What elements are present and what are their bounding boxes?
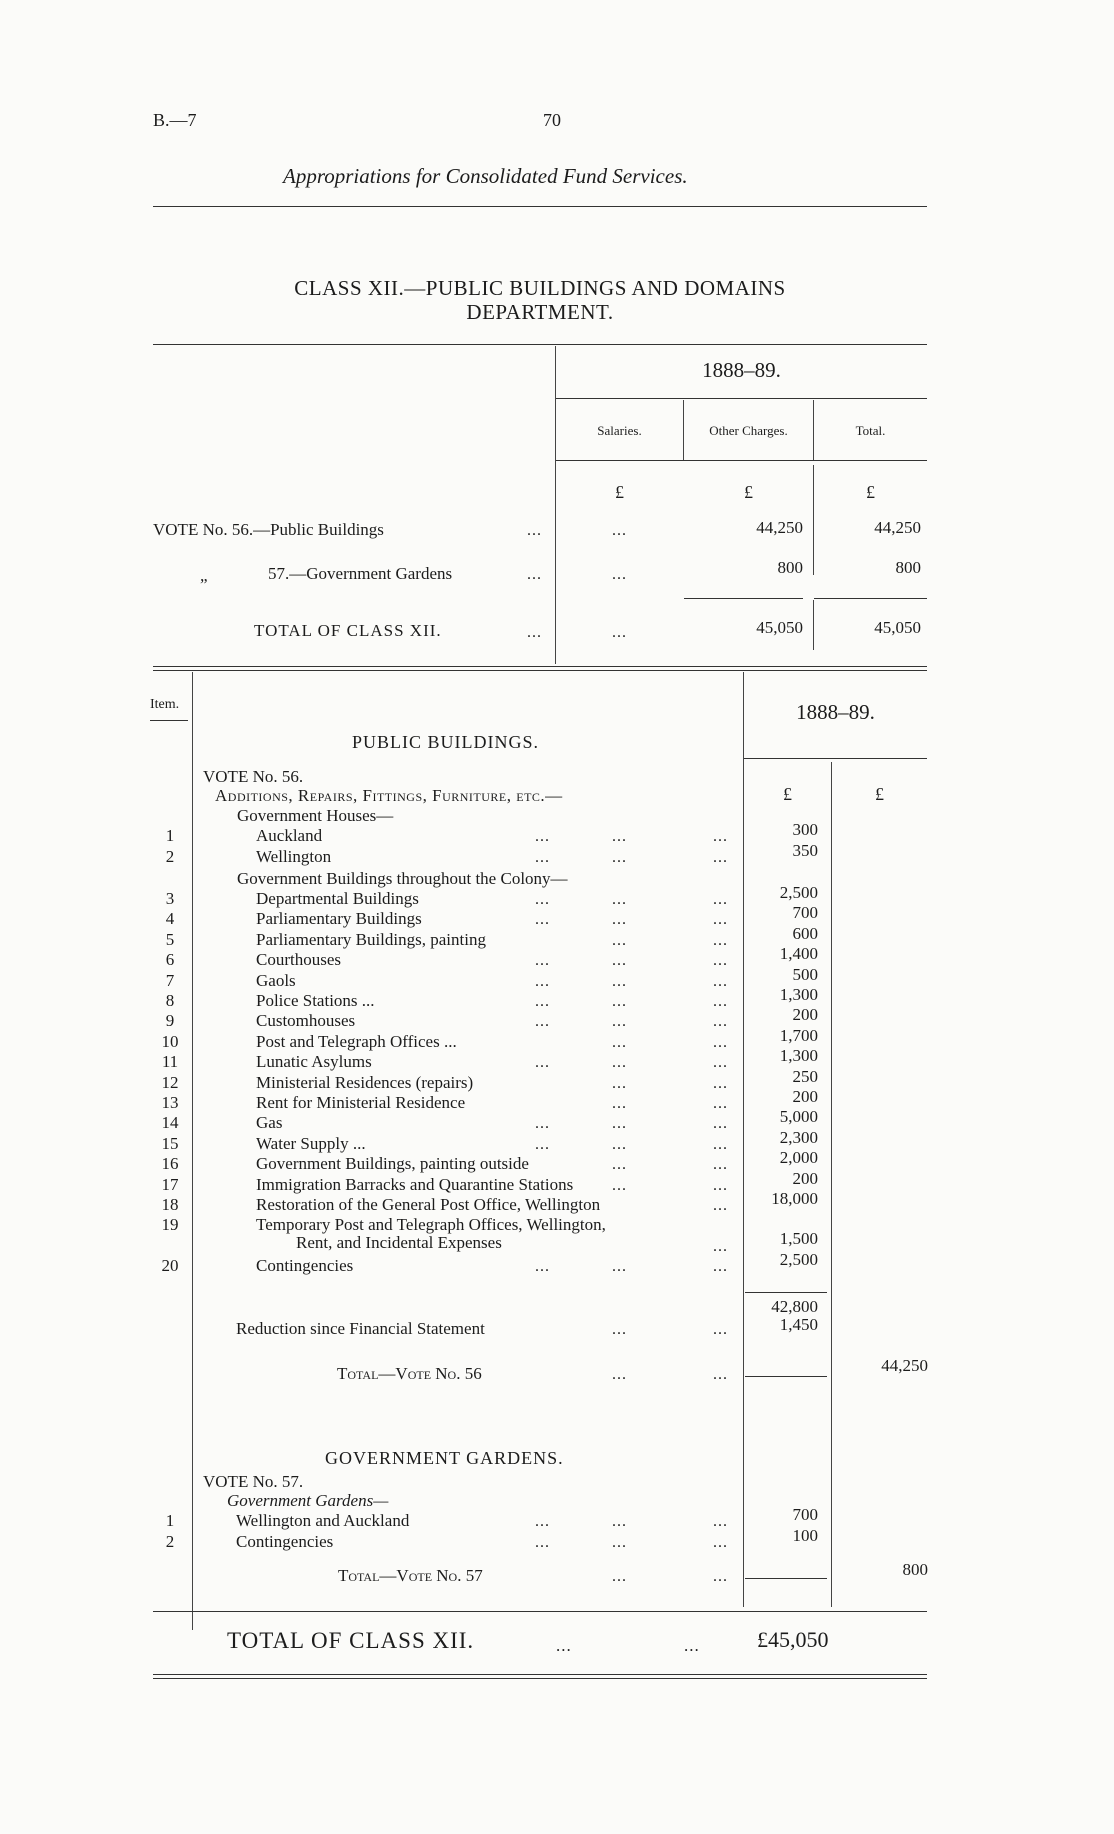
grand-total-dots-1: ...	[556, 1636, 572, 1655]
item-number: 17	[161, 1174, 179, 1194]
summary-row-vote57-salaries: ...	[612, 566, 627, 583]
item-amount: 700	[792, 1505, 818, 1524]
detail-year: 1888–89.	[796, 700, 875, 724]
leader-dots: ...	[612, 1258, 627, 1276]
summary-total-label: TOTAL OF CLASS XII.	[254, 621, 442, 640]
vote56-total-label: Total—Vote No. 56	[337, 1364, 482, 1383]
item-label: Contingencies	[236, 1531, 334, 1551]
reduction-dots-2: ...	[713, 1321, 728, 1338]
item-amount: 2,500	[779, 883, 818, 902]
item-label: Post and Telegraph Offices ...	[256, 1031, 457, 1051]
leader-dots: ...	[713, 1115, 728, 1133]
leader-dots: ...	[535, 1513, 550, 1530]
item-amount: 200	[792, 1168, 818, 1188]
vote56-subheading: Additions, Repairs, Fittings, Furniture, etc.—	[215, 786, 563, 805]
leader-dots: ...	[612, 1074, 627, 1092]
leader-dots: ...	[535, 952, 550, 970]
item-number: 15	[161, 1133, 179, 1153]
leader-dots: ...	[535, 891, 550, 908]
leader-dots: ...	[713, 1237, 728, 1255]
government-gardens-heading: GOVERNMENT GARDENS.	[325, 1448, 564, 1468]
item-label: Contingencies	[256, 1256, 354, 1276]
item-label: Gaols	[256, 970, 296, 990]
reduction-amount: 1,450	[779, 1315, 818, 1334]
grand-total-dots-2: ...	[684, 1636, 700, 1655]
leader-dots: ...	[535, 972, 550, 990]
leader-dots: ...	[535, 1013, 550, 1031]
leader-dots: ...	[535, 1135, 550, 1153]
item-label: Government Buildings, painting outside	[256, 1154, 529, 1174]
detail-currency-col2: £	[875, 784, 884, 804]
item-amount: 600	[792, 923, 818, 943]
vote57-subheading: Government Gardens—	[227, 1491, 389, 1510]
leader-dots: ...	[713, 993, 728, 1010]
page-number: 70	[543, 110, 561, 130]
item-label-continued: Rent, and Incidental Expenses	[296, 1233, 502, 1253]
summary-total-total: 45,050	[874, 618, 921, 637]
currency-other: £	[744, 482, 753, 502]
summary-divider	[555, 346, 556, 664]
summary-colhead-rule	[556, 460, 927, 461]
leader-dots: ...	[713, 1033, 728, 1051]
leader-dots: ...	[713, 931, 728, 949]
item-amount: 100	[792, 1525, 818, 1545]
item-number: 5	[165, 929, 175, 949]
item-number: 1	[165, 1511, 175, 1530]
summary-row-vote56-other: 44,250	[756, 518, 803, 537]
item-number: 2	[165, 846, 175, 866]
leader-dots: ...	[713, 952, 728, 970]
leader-dots: ...	[612, 1013, 627, 1031]
col-total-header: Total.	[855, 423, 886, 438]
grand-total-amount: £45,050	[757, 1627, 829, 1652]
leader-dots: ...	[612, 1533, 627, 1551]
item-number: 3	[165, 889, 175, 908]
summary-row-vote56-label: VOTE No. 56.—Public Buildings	[153, 520, 384, 539]
vote56-total-dots-2: ...	[713, 1366, 728, 1383]
item-number: 6	[165, 950, 175, 970]
leader-dots: ...	[612, 993, 627, 1010]
item-label: Courthouses	[256, 950, 341, 970]
item-label: Wellington and Auckland	[236, 1511, 410, 1530]
leader-dots: ...	[535, 1054, 550, 1072]
leader-dots: ...	[535, 828, 550, 845]
item-amount: 1,300	[779, 1046, 818, 1066]
class-title-line2: DEPARTMENT.	[466, 300, 614, 324]
vote56-total-amount: 44,250	[881, 1356, 928, 1375]
leader-dots: ...	[713, 848, 728, 866]
vote56-total-rule	[745, 1376, 827, 1377]
class-title-line1: CLASS XII.—PUBLIC BUILDINGS AND DOMAINS	[294, 276, 786, 300]
item-number: 4	[165, 909, 175, 929]
summary-subtotal-rule-1	[684, 598, 803, 599]
item-amount: 350	[792, 840, 818, 860]
item-amount: 700	[792, 903, 818, 923]
item-label: Gas	[256, 1113, 283, 1133]
detail-currency-col1: £	[783, 784, 792, 804]
leader-dots: ...	[535, 1533, 550, 1551]
currency-total: £	[866, 482, 875, 502]
item-amount: 200	[792, 1005, 818, 1025]
summary-row-vote57-ditto: „	[200, 566, 208, 585]
item-amount: 300	[792, 820, 818, 839]
vote57-total-label: Total—Vote No. 57	[338, 1566, 483, 1585]
leader-dots: ...	[612, 1033, 627, 1051]
item-amount: 2,500	[779, 1250, 818, 1270]
summary-row-vote56-total: 44,250	[874, 518, 921, 537]
item-label: Departmental Buildings	[256, 889, 419, 908]
vote56-total-dots-1: ...	[612, 1366, 627, 1383]
summary-total-other: 45,050	[756, 618, 803, 637]
leader-dots: ...	[612, 828, 627, 845]
item-number: 7	[165, 970, 175, 990]
group-government-houses: Government Houses—	[237, 806, 394, 825]
item-amount: 1,400	[779, 944, 818, 964]
summary-row-vote57-total: 800	[895, 558, 921, 577]
vote56-heading: VOTE No. 56.	[203, 767, 304, 786]
item-label: Police Stations ...	[256, 991, 375, 1010]
leader-dots: ...	[612, 1054, 627, 1072]
leader-dots: ...	[713, 1258, 728, 1276]
col-salaries-header: Salaries.	[597, 423, 642, 438]
leader-dots: ...	[713, 1197, 728, 1214]
leader-dots: ...	[612, 1115, 627, 1133]
item-number: 20	[161, 1256, 179, 1276]
item-number: 10	[161, 1031, 179, 1051]
leader-dots: ...	[535, 1115, 550, 1133]
item-label: Customhouses	[256, 1011, 356, 1031]
leader-dots: ...	[612, 1135, 627, 1153]
leader-dots: ...	[612, 1176, 627, 1194]
vote57-total-dots-2: ...	[713, 1568, 728, 1585]
col-other-charges-header: Other Charges.	[709, 423, 788, 438]
item-label: Lunatic Asylums	[256, 1052, 372, 1072]
item-amount: 250	[792, 1066, 818, 1086]
vote56-subtotal: 42,800	[771, 1297, 818, 1316]
public-buildings-heading: PUBLIC BUILDINGS.	[352, 732, 540, 752]
item-amount: 1,700	[779, 1025, 818, 1045]
summary-row-vote57-other: 800	[777, 558, 803, 577]
summary-top-rule	[153, 344, 927, 345]
leader-dots: ...	[713, 891, 728, 908]
leader-dots: ...	[713, 1533, 728, 1551]
item-number: 8	[165, 991, 175, 1010]
item-header: Item.	[150, 697, 180, 712]
item-number: 2	[165, 1531, 175, 1551]
summary-row-vote56-dots: ...	[527, 522, 542, 539]
leader-dots: ...	[535, 993, 550, 1010]
header-rule	[153, 206, 927, 207]
summary-row-vote57-dots: ...	[527, 566, 542, 583]
leader-dots: ...	[713, 1054, 728, 1072]
leader-dots: ...	[612, 931, 627, 949]
document-reference: B.—7	[153, 110, 197, 130]
item-label: Auckland	[256, 826, 323, 845]
item-amount: 2,300	[779, 1127, 818, 1147]
item-number: 12	[161, 1072, 179, 1092]
item-number: 16	[161, 1154, 179, 1174]
summary-row-vote56-salaries: ...	[612, 522, 627, 539]
leader-dots: ...	[713, 1095, 728, 1112]
subtotal-rule	[745, 1292, 827, 1293]
leader-dots: ...	[612, 1156, 627, 1174]
grand-total-label: TOTAL OF CLASS XII.	[227, 1628, 475, 1653]
group-government-buildings: Government Buildings throughout the Colony—	[237, 869, 568, 888]
leader-dots: ...	[713, 1074, 728, 1092]
summary-bottom-rule	[153, 666, 927, 671]
leader-dots: ...	[713, 1513, 728, 1530]
leader-dots: ...	[535, 911, 550, 929]
item-label: Restoration of the General Post Office, Wellington	[256, 1195, 601, 1214]
item-header-rule	[150, 720, 188, 721]
summary-subtotal-rule-2	[814, 598, 927, 599]
item-label: Ministerial Residences (repairs)	[256, 1072, 474, 1092]
item-label: Parliamentary Buildings	[256, 909, 422, 929]
item-number: 9	[165, 1011, 175, 1031]
leader-dots: ...	[612, 972, 627, 990]
item-amount: 18,000	[771, 1189, 818, 1208]
item-amount: 1,500	[779, 1229, 818, 1249]
item-amount: 500	[792, 964, 818, 984]
leader-dots: ...	[713, 1156, 728, 1174]
leader-dots: ...	[612, 911, 627, 929]
summary-row-vote57-label: 57.—Government Gardens	[268, 564, 453, 583]
item-number: 18	[161, 1195, 179, 1214]
leader-dots: ...	[612, 1095, 627, 1112]
vote57-heading: VOTE No. 57.	[203, 1472, 304, 1491]
leader-dots: ...	[535, 1258, 550, 1276]
vote57-total-amount: 800	[902, 1560, 928, 1579]
leader-dots: ...	[713, 828, 728, 845]
vote57-total-dots-1: ...	[612, 1568, 627, 1585]
item-label: Temporary Post and Telegraph Offices, Wellington,	[256, 1215, 606, 1235]
item-amount: 2,000	[779, 1148, 818, 1168]
summary-total-salaries: ...	[612, 624, 627, 641]
leader-dots: ...	[535, 848, 550, 866]
leader-dots: ...	[612, 891, 627, 908]
vote57-total-rule	[745, 1578, 827, 1579]
item-amount: 5,000	[779, 1107, 818, 1127]
leader-dots: ...	[713, 1135, 728, 1153]
leader-dots: ...	[713, 1176, 728, 1194]
item-number: 14	[161, 1113, 179, 1133]
leader-dots: ...	[713, 911, 728, 929]
item-number: 19	[161, 1215, 179, 1235]
summary-year-rule	[556, 398, 927, 399]
item-amount: 200	[792, 1087, 818, 1106]
item-number: 1	[165, 826, 175, 845]
item-column-divider	[192, 672, 193, 1630]
leader-dots: ...	[612, 1513, 627, 1530]
running-title: Appropriations for Consolidated Fund Services.	[283, 164, 688, 188]
leader-dots: ...	[612, 848, 627, 866]
currency-salaries: £	[615, 482, 624, 502]
reduction-label: Reduction since Financial Statement	[236, 1319, 485, 1338]
item-label: Wellington	[256, 846, 332, 866]
summary-year: 1888–89.	[702, 358, 781, 382]
item-label: Water Supply ...	[256, 1133, 366, 1153]
item-label: Rent for Ministerial Residence	[256, 1093, 466, 1112]
item-label: Immigration Barracks and Quarantine Stations	[256, 1174, 574, 1194]
item-label: Parliamentary Buildings, painting	[256, 929, 486, 949]
amount-column-divider-2	[831, 762, 832, 1607]
item-amount: 1,300	[779, 985, 818, 1004]
detail-year-rule	[744, 758, 927, 759]
summary-total-dots: ...	[527, 624, 542, 641]
grand-total-top-rule	[153, 1611, 927, 1612]
item-number: 11	[161, 1052, 179, 1072]
grand-total-bottom-rule	[153, 1674, 927, 1679]
leader-dots: ...	[612, 952, 627, 970]
leader-dots: ...	[713, 1013, 728, 1031]
item-number: 13	[161, 1093, 179, 1112]
reduction-dots-1: ...	[612, 1321, 627, 1338]
leader-dots: ...	[713, 972, 728, 990]
